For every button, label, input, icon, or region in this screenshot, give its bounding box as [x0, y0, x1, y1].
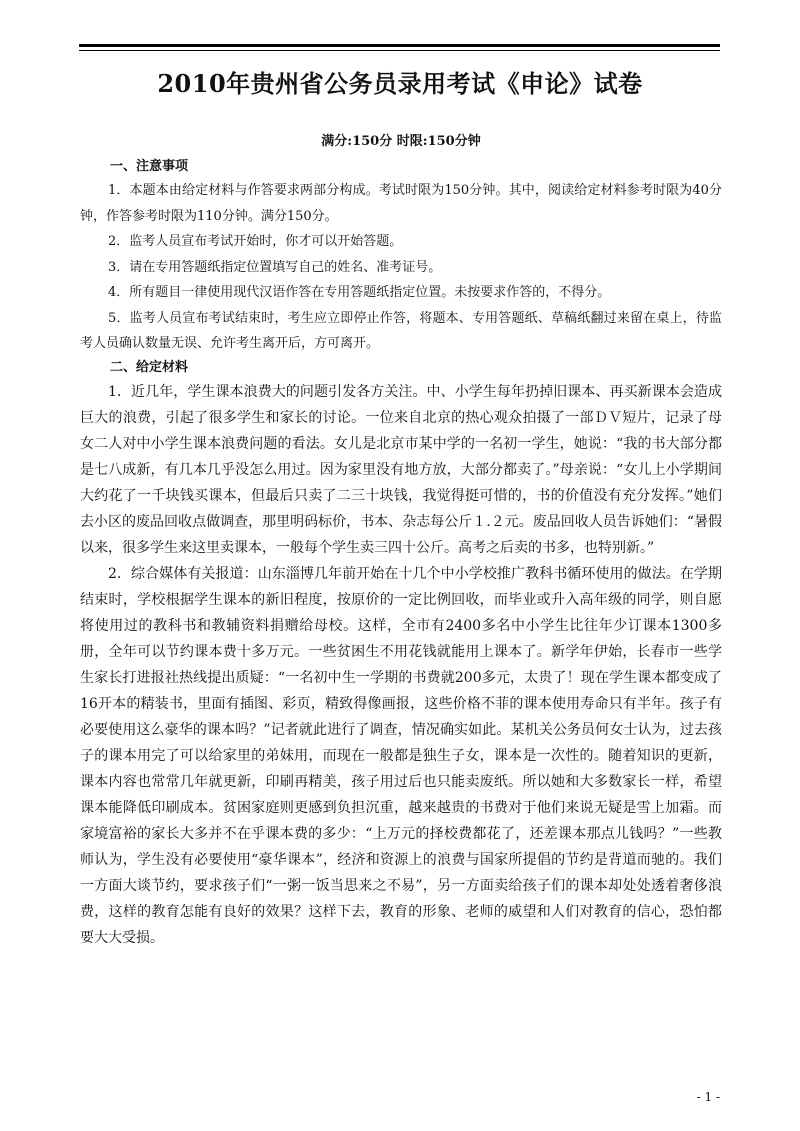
- header-rule-thick: [79, 44, 720, 47]
- material-paragraph-2: 2．综合媒体有关报道：山东淄博几年前开始在十几个中小学校推广教科书循环使用的做法。在学期结束时，学校根据学生课本的新旧程度，按原价的一定比例回收，而毕业或升入高年级的同学，则自愿将使用过的教科书和教辅资料捐赠给母校。这样，全市有2400多名中小学生比往年少订课本1300多册，全年可以节约课本费十多万元。一些贫困生不用花钱就能用上课本了。新学年伊始，长春市一些学生家长打进报社热线提出质疑：“一名初中生一学期的书费就200多元，太贵了！现在学生课本都变成了16开本的精装书，里面有插图、彩页，精致得像画报，这些价格不菲的课本使用寿命只有半年。孩子有必要使用这么豪华的课本吗？”记者就此进行了调查，情况确实如此。某机关公务员何女士认为，过去孩子的课本用完了可以给家里的弟妹用，而现在一般都是独生子女，课本是一次性的。随着知识的更新，课本内容也常常几年就更新，印刷再精美，孩子用过后也只能卖废纸。所以她和大多数家长一样，希望课本能降低印刷成本。贫困家庭则更感到负担沉重，越来越贵的书费对于他们来说无疑是雪上加霜。而家境富裕的家长大多并不在乎课本费的多少：“上万元的择校费都花了，还差课本那点儿钱吗？”一些教师认为，学生没有必要使用“豪华课本”，经济和资源上的浪费与国家所提倡的节约是背道而驰的。我们一方面大谈节约，要求孩子们“一粥一饭当思来之不易”，另一方面卖给孩子们的课本却处处透着奢侈浪费，这样的教育怎能有良好的效果？这样下去，教育的形象、老师的威望和人们对教育的信心，恐怕都要大大受损。: [80, 565, 722, 946]
- document-body: [80, 130, 722, 951]
- material-paragraph-1: 1．近几年，学生课本浪费大的问题引发各方关注。中、小学生每年扔掉旧课本、再买新课本会造成巨大的浪费，引起了很多学生和家长的讨论。一位来自北京的热心观众拍摄了一部ＤＶ短片，记录了母女二人对中小学生课本浪费问题的看法。女儿是北京市某中学的一名初一学生，她说：“我的书大部分都是七八成新，有几本几乎没怎么用过。因为家里没有地方放，大部分都卖了。”母亲说：“女儿上小学期间大约花了一千块钱买课本，但最后只卖了二三十块钱，我觉得挺可惜的，书的价值没有充分发挥。”她们去小区的废品回收点做调查，那里明码标价，书本、杂志每公斤１.２元。废品回收人员告诉她们：“暑假以来，很多学生来这里卖课本，一般每个学生卖三四十公斤。高考之后卖的书多，也特别新。”: [80, 383, 722, 556]
- section-heading-notices: 一、注意事项: [110, 159, 189, 174]
- notice-item-5: 5．监考人员宣布考试结束时，考生应立即停止作答，将题本、专用答题纸、草稿纸翻过来留在桌上，待监考人员确认数量无误、允许考生离开后，方可离开。: [80, 310, 722, 351]
- notice-item-2: 2．监考人员宣布考试开始时，你才可以开始答题。: [108, 234, 403, 249]
- page-number: - 1 -: [696, 1090, 720, 1104]
- notice-item-4: 4．所有题目一律使用现代汉语作答在专用答题纸指定位置。未按要求作答的，不得分。: [108, 285, 611, 300]
- page-title: 2010年贵州省公务员录用考试《申论》试卷: [157, 69, 643, 98]
- notice-item-1: 1．本题本由给定材料与作答要求两部分构成。考试时限为150分钟。其中，阅读给定材料参考时限为40分钟，作答参考时限为110分钟。满分150分。: [80, 183, 722, 224]
- section-heading-materials: 二、给定材料: [110, 359, 189, 375]
- notice-item-3: 3．请在专用答题纸指定位置填写自己的姓名、准考证号。: [108, 259, 442, 275]
- exam-meta: 满分:150分 时限:150分钟: [321, 134, 481, 149]
- header-rule-thin: [79, 50, 720, 51]
